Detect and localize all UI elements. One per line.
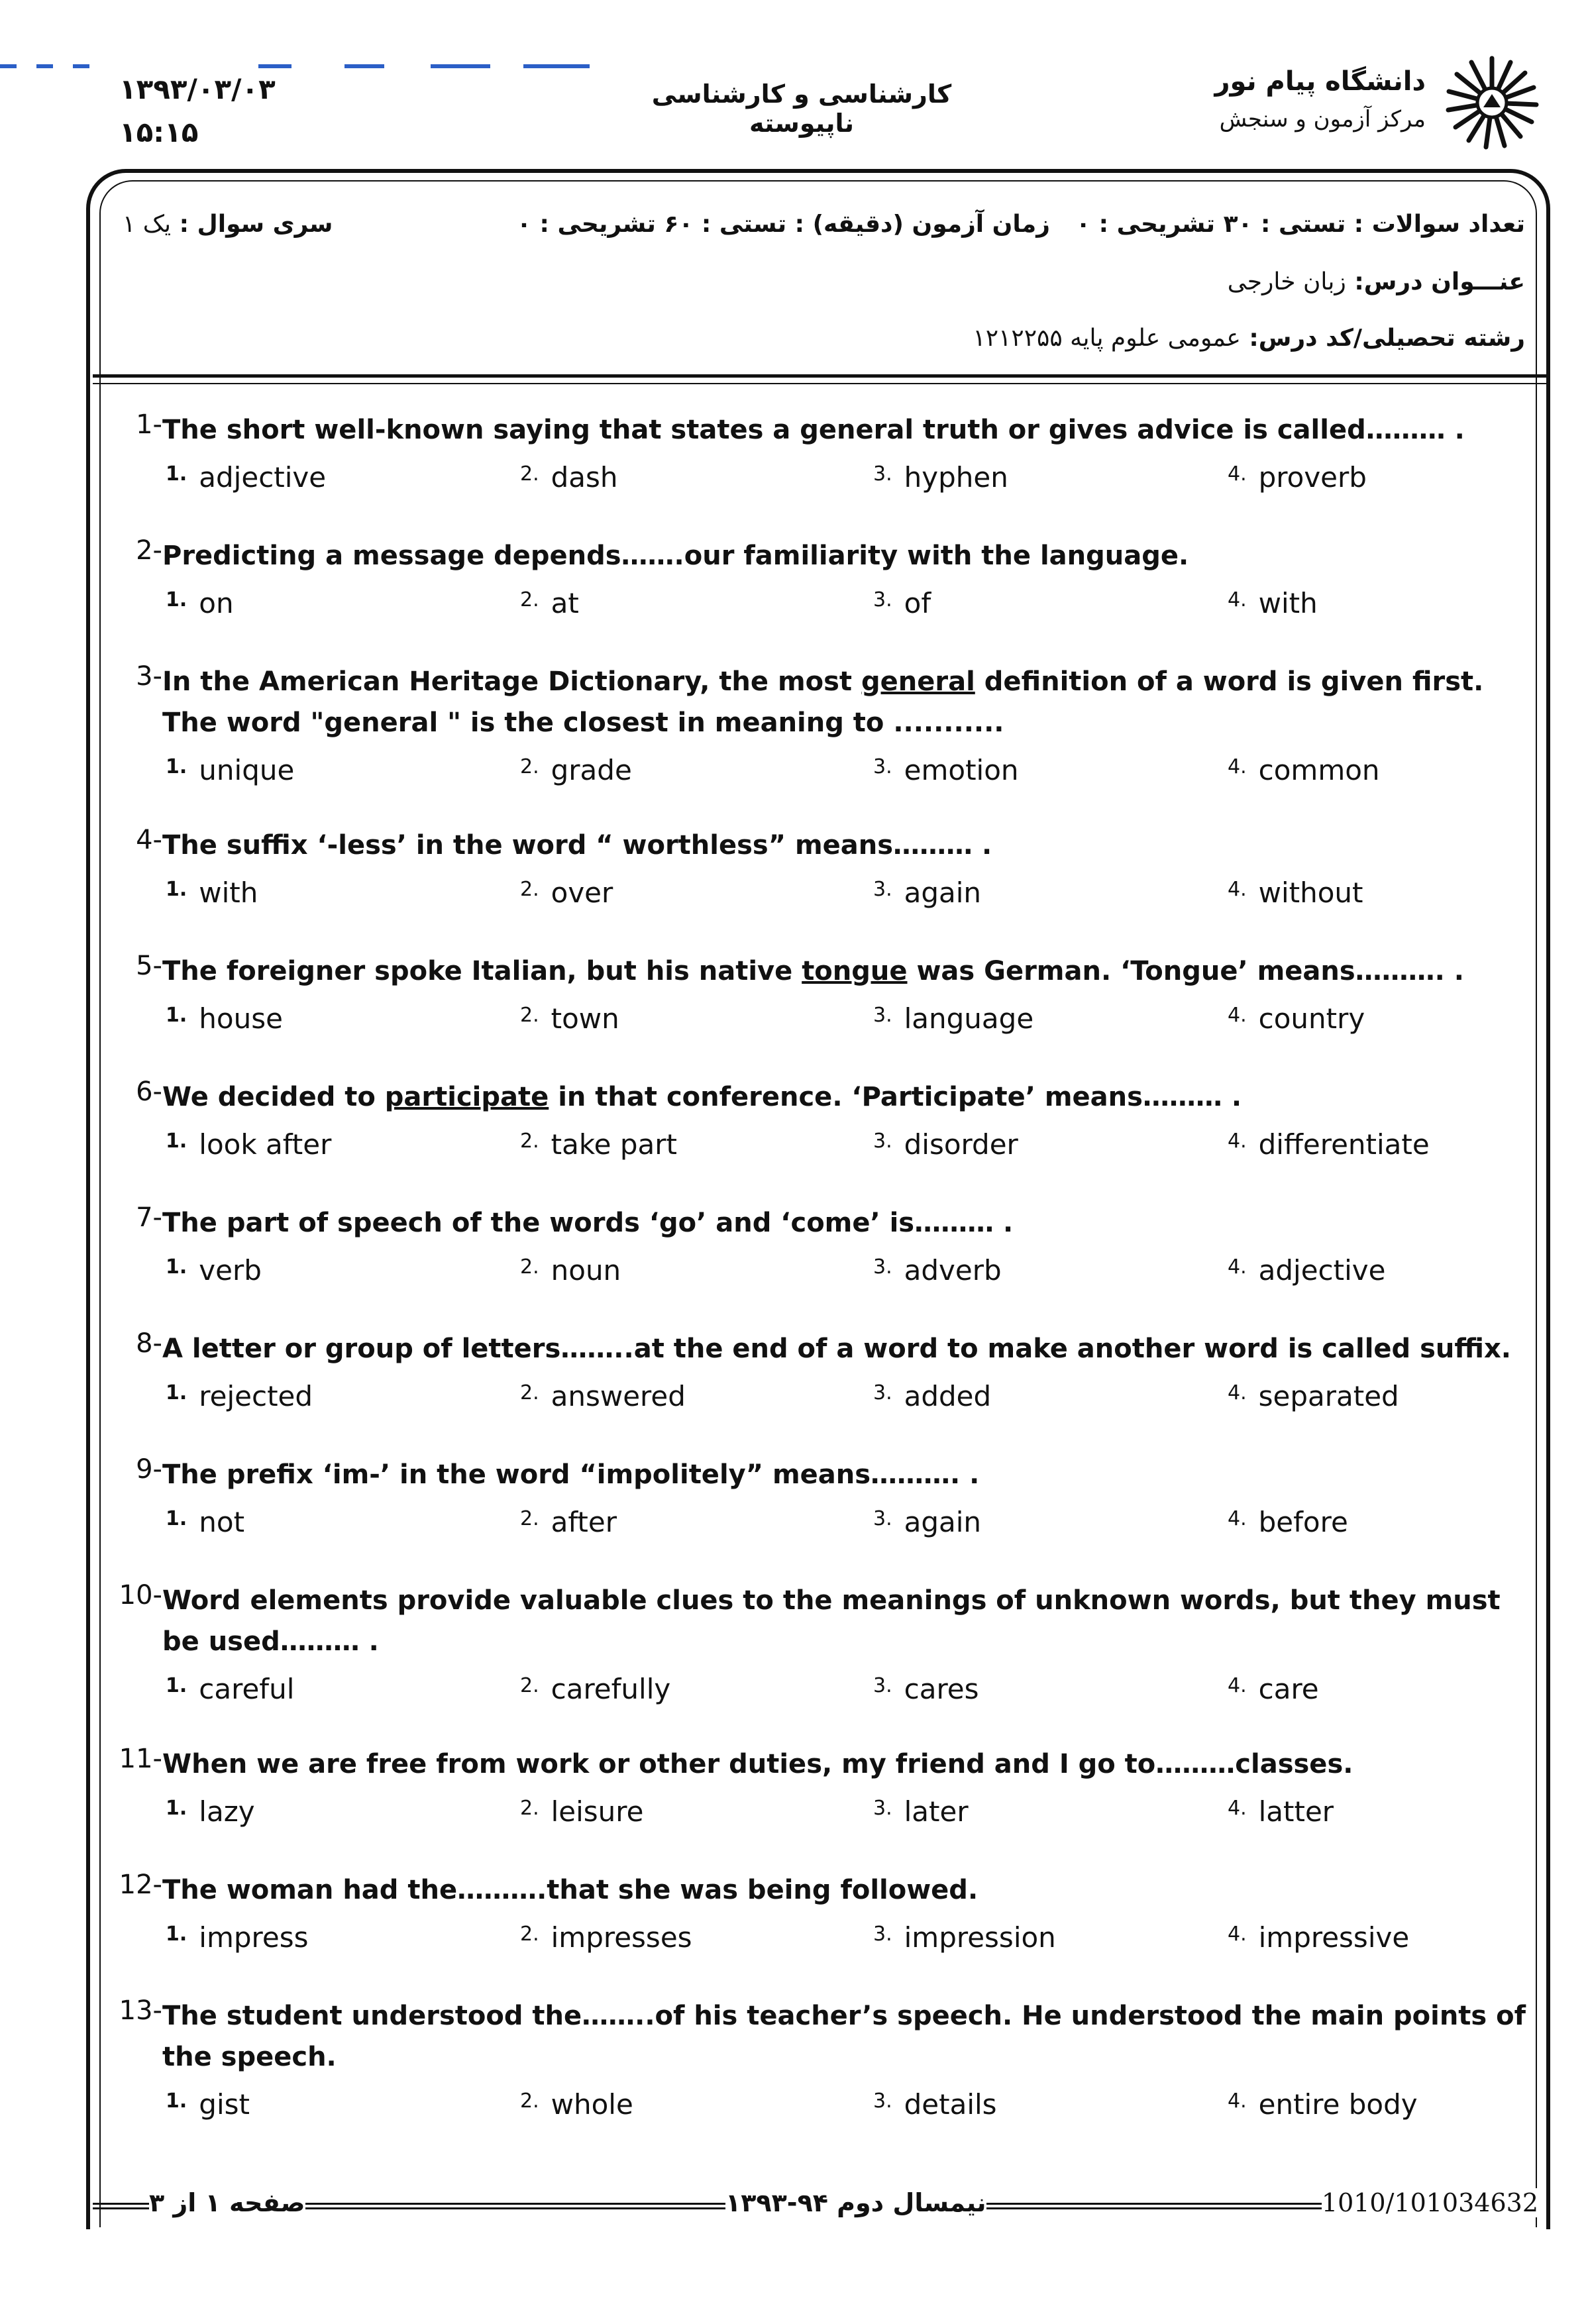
option-number: 1. — [166, 1130, 187, 1153]
answer-options — [113, 1673, 1537, 1719]
question-text — [162, 825, 1537, 866]
answer-option[interactable] — [1228, 461, 1367, 494]
exam-code: 1010/101034632 — [1321, 2188, 1538, 2217]
option-number: 1. — [166, 1923, 187, 1946]
answer-option[interactable] — [520, 1002, 619, 1035]
answer-option[interactable] — [1228, 2088, 1418, 2121]
question-text-part: When we are free from work or other duties, my friend and I go to………classes. — [162, 1749, 1353, 1779]
option-text: unique — [199, 754, 295, 786]
answer-option[interactable] — [520, 1673, 670, 1705]
option-text: differentiate — [1258, 1128, 1430, 1161]
option-text: proverb — [1258, 461, 1367, 494]
page-number: صفحه ۱ از ۳ — [149, 2188, 305, 2217]
question-item — [113, 1580, 1537, 1719]
option-number: 4. — [1228, 1004, 1247, 1027]
option-number: 1. — [166, 1381, 187, 1404]
option-number: 3. — [873, 1255, 892, 1279]
answer-option[interactable] — [1228, 587, 1318, 619]
option-text: impressive — [1258, 1921, 1410, 1954]
option-text: impression — [904, 1921, 1056, 1954]
question-text-part: definition of a word is given first. The word "general " is the closest in meaning to ........... — [162, 666, 1484, 738]
question-text-part: Predicting a message depends…….our familiarity with the language. — [162, 541, 1189, 571]
option-number: 2. — [520, 1507, 539, 1530]
answer-option[interactable] — [166, 1921, 308, 1954]
option-number: 1. — [166, 2089, 187, 2113]
option-number: 1. — [166, 1507, 187, 1530]
header-divider — [93, 374, 1547, 378]
question-item — [113, 1995, 1537, 2135]
option-text: carefully — [551, 1673, 671, 1705]
answer-option[interactable] — [520, 1254, 621, 1287]
question-text-part: The part of speech of the words ‘go’ and ‘come’ is……… . — [162, 1208, 1014, 1238]
answer-option[interactable] — [873, 1506, 981, 1538]
question-text-part: In the American Heritage Dictionary, the most — [162, 666, 861, 697]
answer-option[interactable] — [520, 754, 632, 786]
option-number: 3. — [873, 588, 892, 611]
answer-option[interactable] — [873, 1128, 1018, 1161]
option-number: 4. — [1228, 1130, 1247, 1153]
option-text: emotion — [904, 754, 1019, 786]
answer-option[interactable] — [520, 1506, 617, 1538]
question-number: 11- — [119, 1744, 162, 1774]
question-item — [113, 1744, 1537, 1842]
answer-option[interactable] — [1228, 1380, 1399, 1412]
option-number: 4. — [1228, 1674, 1247, 1697]
question-text — [162, 661, 1537, 743]
option-text: after — [551, 1506, 617, 1538]
option-number: 3. — [873, 755, 892, 778]
question-number: 2- — [136, 535, 162, 566]
question-text-part: We decided to — [162, 1082, 385, 1112]
answer-options — [113, 1380, 1537, 1426]
question-number: 13- — [119, 1995, 162, 2026]
answer-option[interactable] — [873, 1380, 991, 1412]
answer-option[interactable] — [1228, 1921, 1409, 1954]
answer-options — [113, 587, 1537, 633]
option-text: language — [904, 1002, 1034, 1035]
option-text: grade — [551, 754, 632, 786]
question-text — [162, 1077, 1537, 1118]
question-item — [113, 1328, 1537, 1426]
answer-option[interactable] — [166, 587, 234, 619]
option-text: answered — [551, 1380, 686, 1412]
option-number: 1. — [166, 878, 187, 901]
answer-option[interactable] — [166, 1380, 313, 1412]
question-number: 12- — [119, 1870, 162, 1900]
question-number: 10- — [119, 1580, 162, 1611]
option-text: rejected — [199, 1380, 313, 1412]
answer-option[interactable] — [873, 754, 1019, 786]
semester-label: نیمسال دوم ۹۴-۱۳۹۳ — [725, 2188, 986, 2217]
question-number: 4- — [136, 825, 162, 855]
answer-options — [113, 1921, 1537, 1968]
answer-option[interactable] — [873, 876, 981, 909]
option-text: details — [904, 2088, 997, 2121]
answer-options — [113, 1002, 1537, 1049]
answer-option[interactable] — [520, 1128, 677, 1161]
question-text-part: The foreigner spoke Italian, but his native — [162, 956, 802, 986]
option-text: latter — [1258, 1795, 1334, 1828]
option-text: on — [199, 587, 234, 619]
option-text: leisure — [551, 1795, 644, 1828]
answer-option[interactable] — [166, 754, 294, 786]
question-number: 7- — [136, 1202, 162, 1233]
question-text-part: Word elements provide valuable clues to the meanings of unknown words, but they must be used……… . — [162, 1585, 1501, 1657]
option-number: 2. — [520, 1004, 539, 1027]
question-text-part: The short well-known saying that states a general truth or gives advice is called……… . — [162, 415, 1465, 445]
answer-option[interactable] — [873, 2088, 997, 2121]
option-number: 3. — [873, 1923, 892, 1946]
option-text: separated — [1258, 1380, 1399, 1412]
answer-option[interactable] — [1228, 1673, 1319, 1705]
option-text: again — [904, 876, 982, 909]
question-item — [113, 1202, 1537, 1300]
exam-time: ۱۵:۱۵ — [119, 116, 199, 148]
answer-options — [113, 876, 1537, 923]
answer-option[interactable] — [166, 876, 258, 909]
option-text: cares — [904, 1673, 979, 1705]
option-text: adverb — [904, 1254, 1002, 1287]
option-text: dash — [551, 461, 618, 494]
question-text — [162, 1202, 1537, 1243]
option-text: later — [904, 1795, 969, 1828]
answer-option[interactable] — [166, 1506, 244, 1538]
question-text-part: The prefix ‘im-’ in the word “impolitely” means………. . — [162, 1459, 980, 1490]
question-text-part: in that conference. ‘Participate’ means……… . — [549, 1082, 1242, 1112]
answer-options — [113, 1128, 1537, 1175]
underlined-word: tongue — [802, 956, 908, 986]
answer-option[interactable] — [520, 1795, 644, 1828]
option-number: 1. — [166, 755, 187, 778]
answer-option[interactable] — [1228, 1002, 1365, 1035]
university-logo — [1171, 53, 1542, 166]
course-title: عنـــوان درس: زبان خارجی — [1227, 268, 1525, 295]
underlined-word: participate — [384, 1082, 549, 1112]
question-series: سری سوال : یک ۱ — [123, 211, 333, 238]
option-text: before — [1258, 1506, 1348, 1538]
option-number: 3. — [873, 2089, 892, 2113]
answer-options — [113, 1795, 1537, 1842]
option-number: 2. — [520, 755, 539, 778]
option-number: 2. — [520, 1923, 539, 1946]
option-text: not — [199, 1506, 245, 1538]
answer-option[interactable] — [520, 461, 618, 494]
option-number: 3. — [873, 462, 892, 486]
option-number: 2. — [520, 1797, 539, 1820]
option-number: 1. — [166, 462, 187, 486]
option-number: 4. — [1228, 1255, 1247, 1279]
answer-options — [113, 2088, 1537, 2135]
option-number: 1. — [166, 1674, 187, 1697]
option-number: 3. — [873, 1381, 892, 1404]
answer-option[interactable] — [873, 1254, 1002, 1287]
exam-center-name: مرکز آزمون و سنجش — [1219, 106, 1426, 132]
option-text: house — [199, 1002, 283, 1035]
option-text: careful — [199, 1673, 295, 1705]
answer-option[interactable] — [1228, 1128, 1430, 1161]
answer-option[interactable] — [873, 1673, 979, 1705]
option-number: 4. — [1228, 1923, 1247, 1946]
option-number: 2. — [520, 1130, 539, 1153]
question-text-part: The suffix ‘-less’ in the word “ worthless” means……… . — [162, 830, 992, 861]
option-text: gist — [199, 2088, 250, 2121]
option-text: entire body — [1258, 2088, 1418, 2121]
option-text: added — [904, 1380, 992, 1412]
question-text — [162, 1580, 1537, 1662]
option-number: 3. — [873, 1507, 892, 1530]
option-text: again — [904, 1506, 982, 1538]
answer-options — [113, 1506, 1537, 1552]
course-type: کارشناسی و کارشناسی ناپیوسته — [651, 79, 952, 138]
question-text-part: The student understood the……..of his teacher’s speech. He understood the main points of the speech. — [162, 2001, 1526, 2072]
sunburst-emblem-icon — [1442, 53, 1542, 152]
question-text — [162, 1870, 1537, 1911]
option-number: 2. — [520, 1674, 539, 1697]
exam-date: ۱۳۹۳/۰۳/۰۳ — [119, 73, 276, 105]
question-number: 1- — [136, 409, 162, 440]
answer-option[interactable] — [520, 1921, 692, 1954]
question-number: 5- — [136, 951, 162, 981]
option-text: without — [1258, 876, 1363, 909]
option-text: with — [1258, 587, 1318, 619]
option-text: lazy — [199, 1795, 255, 1828]
answer-option[interactable] — [873, 1921, 1056, 1954]
answer-option[interactable] — [1228, 1254, 1385, 1287]
question-text-part: was German. ‘Tongue’ means………. . — [907, 956, 1464, 986]
option-text: adjective — [199, 461, 327, 494]
option-text: of — [904, 587, 931, 619]
option-number: 2. — [520, 1381, 539, 1404]
answer-option[interactable] — [520, 1380, 686, 1412]
question-text — [162, 1995, 1537, 2078]
option-number: 4. — [1228, 1507, 1247, 1530]
answer-option[interactable] — [166, 1673, 294, 1705]
option-text: care — [1258, 1673, 1319, 1705]
underlined-word: general — [861, 666, 975, 697]
question-text-part: A letter or group of letters……..at the end of a word to make another word is called suffix. — [162, 1334, 1511, 1364]
option-number: 4. — [1228, 878, 1247, 901]
answer-option[interactable] — [166, 2088, 250, 2121]
option-text: adjective — [1258, 1254, 1386, 1287]
answer-option[interactable] — [1228, 1795, 1334, 1828]
option-text: town — [551, 1002, 619, 1035]
answer-option[interactable] — [873, 1795, 969, 1828]
university-name: دانشگاه پیام نور — [1214, 66, 1426, 97]
option-text: hyphen — [904, 461, 1008, 494]
option-text: disorder — [904, 1128, 1018, 1161]
option-text: look after — [199, 1128, 332, 1161]
question-item — [113, 825, 1537, 923]
question-text — [162, 951, 1537, 992]
option-number: 3. — [873, 1797, 892, 1820]
answer-option[interactable] — [1228, 1506, 1348, 1538]
option-number: 4. — [1228, 755, 1247, 778]
answer-option[interactable] — [166, 461, 326, 494]
answer-options — [113, 754, 1537, 800]
question-number: 6- — [136, 1077, 162, 1107]
question-count: تعداد سوالات : تستی : ۳۰ تشریحی : ۰ — [1076, 211, 1525, 238]
option-text: impresses — [551, 1921, 692, 1954]
option-number: 3. — [873, 878, 892, 901]
exam-duration: زمان آزمون (دقیقه) : تستی : ۶۰ تشریحی : ۰ — [517, 211, 1050, 238]
option-number: 4. — [1228, 2089, 1247, 2113]
question-item — [113, 1870, 1537, 1968]
question-item — [113, 951, 1537, 1049]
question-text — [162, 409, 1537, 450]
option-text: common — [1258, 754, 1380, 786]
question-number: 8- — [136, 1328, 162, 1359]
option-number: 2. — [520, 2089, 539, 2113]
question-text-part: The woman had the……….that she was being followed. — [162, 1875, 979, 1905]
answer-options — [113, 1254, 1537, 1300]
answer-option[interactable] — [166, 1254, 262, 1287]
option-number: 1. — [166, 1797, 187, 1820]
option-number: 3. — [873, 1674, 892, 1697]
question-item — [113, 1454, 1537, 1552]
option-text: verb — [199, 1254, 262, 1287]
answer-option[interactable] — [873, 587, 931, 619]
option-number: 2. — [520, 588, 539, 611]
answer-option[interactable] — [166, 1795, 255, 1828]
question-item — [113, 409, 1537, 507]
option-number: 1. — [166, 588, 187, 611]
option-number: 1. — [166, 1004, 187, 1027]
answer-options — [113, 461, 1537, 507]
question-number: 3- — [136, 661, 162, 692]
option-number: 1. — [166, 1255, 187, 1279]
answer-option[interactable] — [166, 1002, 283, 1035]
option-text: impress — [199, 1921, 309, 1954]
answer-option[interactable] — [1228, 754, 1380, 786]
answer-option[interactable] — [873, 461, 1008, 494]
option-text: at — [551, 587, 579, 619]
header-divider-thin — [93, 383, 1547, 384]
question-number: 9- — [136, 1454, 162, 1485]
question-text — [162, 1744, 1537, 1785]
question-item — [113, 661, 1537, 800]
option-text: take part — [551, 1128, 677, 1161]
answer-option[interactable] — [873, 1002, 1033, 1035]
option-text: noun — [551, 1254, 621, 1287]
answer-option[interactable] — [520, 2088, 633, 2121]
question-text — [162, 535, 1537, 576]
question-item — [113, 535, 1537, 633]
option-number: 2. — [520, 1255, 539, 1279]
option-number: 4. — [1228, 1797, 1247, 1820]
option-number: 4. — [1228, 462, 1247, 486]
blue-dash-marks — [0, 63, 596, 71]
option-number: 2. — [520, 878, 539, 901]
field-code: رشته تحصیلی/کد درس: عمومی علوم پایه ۱۲۱۲۲۵۵ — [973, 325, 1525, 352]
option-number: 4. — [1228, 1381, 1247, 1404]
question-text — [162, 1328, 1537, 1369]
option-text: with — [199, 876, 258, 909]
option-number: 2. — [520, 462, 539, 486]
answer-option[interactable] — [166, 1128, 331, 1161]
option-number: 3. — [873, 1004, 892, 1027]
answer-option[interactable] — [520, 876, 613, 909]
option-text: whole — [551, 2088, 633, 2121]
question-item — [113, 1077, 1537, 1175]
answer-option[interactable] — [520, 587, 579, 619]
option-number: 4. — [1228, 588, 1247, 611]
option-number: 3. — [873, 1130, 892, 1153]
option-text: country — [1258, 1002, 1365, 1035]
question-text — [162, 1454, 1537, 1495]
option-text: over — [551, 876, 613, 909]
answer-option[interactable] — [1228, 876, 1363, 909]
